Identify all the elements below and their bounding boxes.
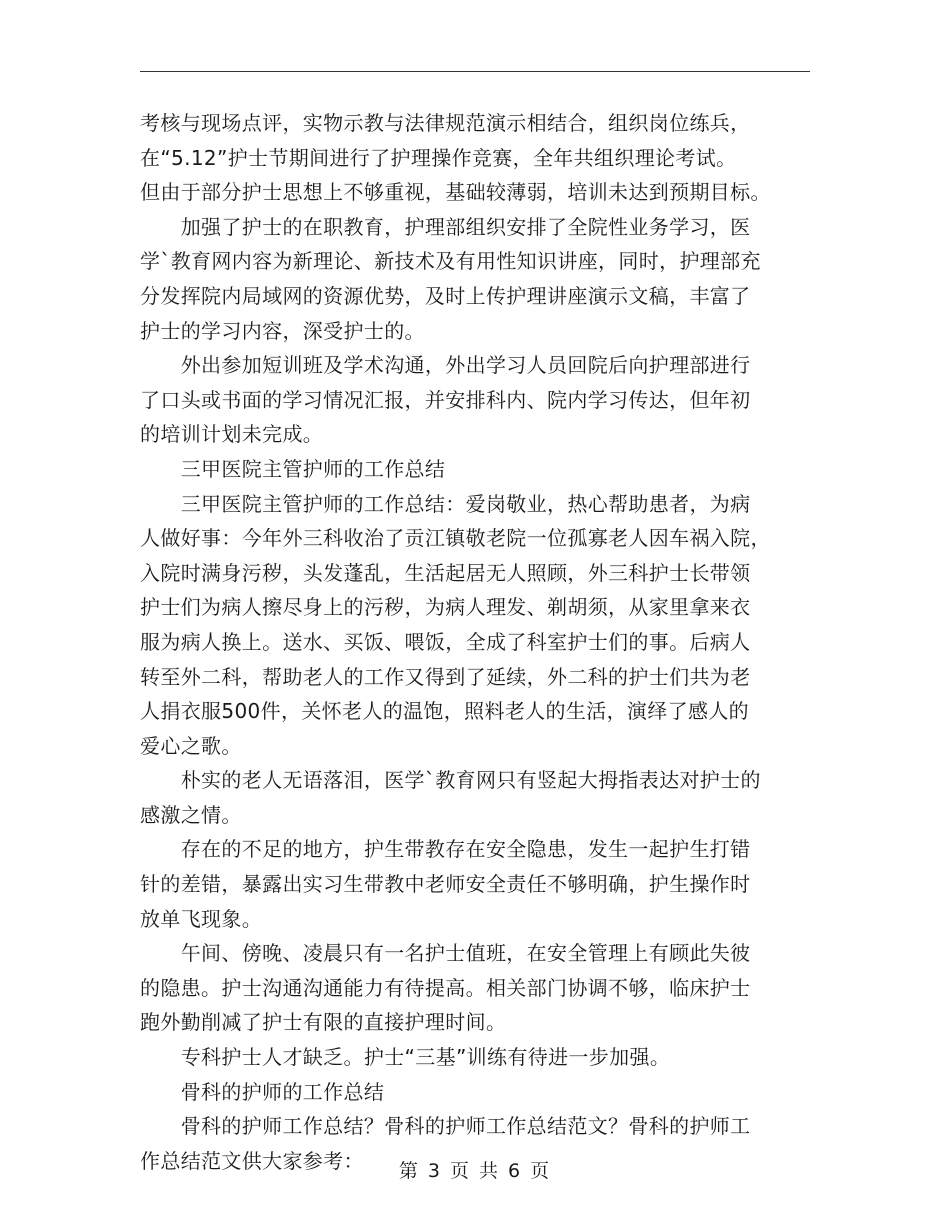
text-line: 在“5.12”护士节期间进行了护理操作竞赛，全年共组织理论考试。 [140, 145, 737, 170]
text-line: 但由于部分护士思想上不够重视，基础较薄弱，培训未达到预期目标。 [140, 180, 771, 205]
text-line: 外出参加短训班及学术沟通，外出学习人员回院后向护理部进行 [140, 353, 751, 378]
page-number-footer: 第 3 页 共 6 页 [398, 1160, 552, 1182]
text-line: 人做好事：今年外三科收治了贡江镇敬老院一位孤寡老人因车祸入院， [140, 526, 771, 551]
text-line: 朴实的老人无语落泪，医学`教育网只有竖起大拇指表达对护士的 [140, 768, 761, 793]
text-line: 人捐衣服500件，关怀老人的温饱，照料老人的生活，演绎了感人的 [140, 699, 750, 724]
text-line: 跑外勤削减了护士有限的直接护理时间。 [140, 1010, 507, 1035]
header-rule [140, 71, 810, 72]
text-line: 感激之情。 [140, 802, 242, 827]
document-body [140, 106, 810, 1178]
text-line: 午间、傍晚、凌晨只有一名护士值班，在安全管理上有顾此失彼 [140, 941, 751, 966]
text-line: 爱心之歌。 [140, 733, 242, 758]
text-line: 了口头或书面的学习情况汇报，并安排科内、院内学习传达，但年初 [140, 387, 751, 412]
text-line: 存在的不足的地方，护生带教存在安全隐患，发生一起护生打错 [140, 837, 751, 862]
text-line: 入院时满身污秽，头发蓬乱，生活起居无人照顾，外三科护士长带领 [140, 560, 751, 585]
text-line: 三甲医院主管护师的工作总结 [140, 456, 446, 481]
text-line: 放单飞现象。 [140, 906, 263, 931]
text-line: 加强了护士的在职教育，护理部组织安排了全院性业务学习，医 [140, 214, 751, 239]
text-line: 的隐患。护士沟通沟通能力有待提高。相关部门协调不够，临床护士 [140, 975, 751, 1000]
text-line: 针的差错，暴露出实习生带教中老师安全责任不够明确，护生操作时 [140, 872, 751, 897]
text-line: 三甲医院主管护师的工作总结：爱岗敬业，热心帮助患者，为病 [140, 491, 751, 516]
text-line: 骨科的护师工作总结？骨科的护师工作总结范文？骨科的护师工 [140, 1114, 751, 1139]
text-line: 骨科的护师的工作总结 [140, 1079, 385, 1104]
text-line: 专科护士人才缺乏。护士“三基”训练有待进一步加强。 [140, 1045, 671, 1070]
text-line: 学`教育网内容为新理论、新技术及有用性知识讲座，同时，护理部充 [140, 249, 761, 274]
text-line: 作总结范文供大家参考： [140, 1148, 364, 1173]
text-line: 分发挥院内局域网的资源优势，及时上传护理讲座演示文稿，丰富了 [140, 283, 751, 308]
text-line: 考核与现场点评，实物示教与法律规范演示相结合，组织岗位练兵， [140, 111, 751, 135]
text-line: 转至外二科，帮助老人的工作又得到了延续，外二科的护士们共为老 [140, 664, 751, 689]
text-line: 护士们为病人擦尽身上的污秽，为病人理发、剃胡须，从家里拿来衣 [140, 595, 751, 620]
text-line: 的培训计划未完成。 [140, 422, 324, 447]
text-line: 服为病人换上。送水、买饭、喂饭，全成了科室护士们的事。后病人 [140, 629, 751, 654]
text-line: 护士的学习内容，深受护士的。 [140, 318, 425, 343]
